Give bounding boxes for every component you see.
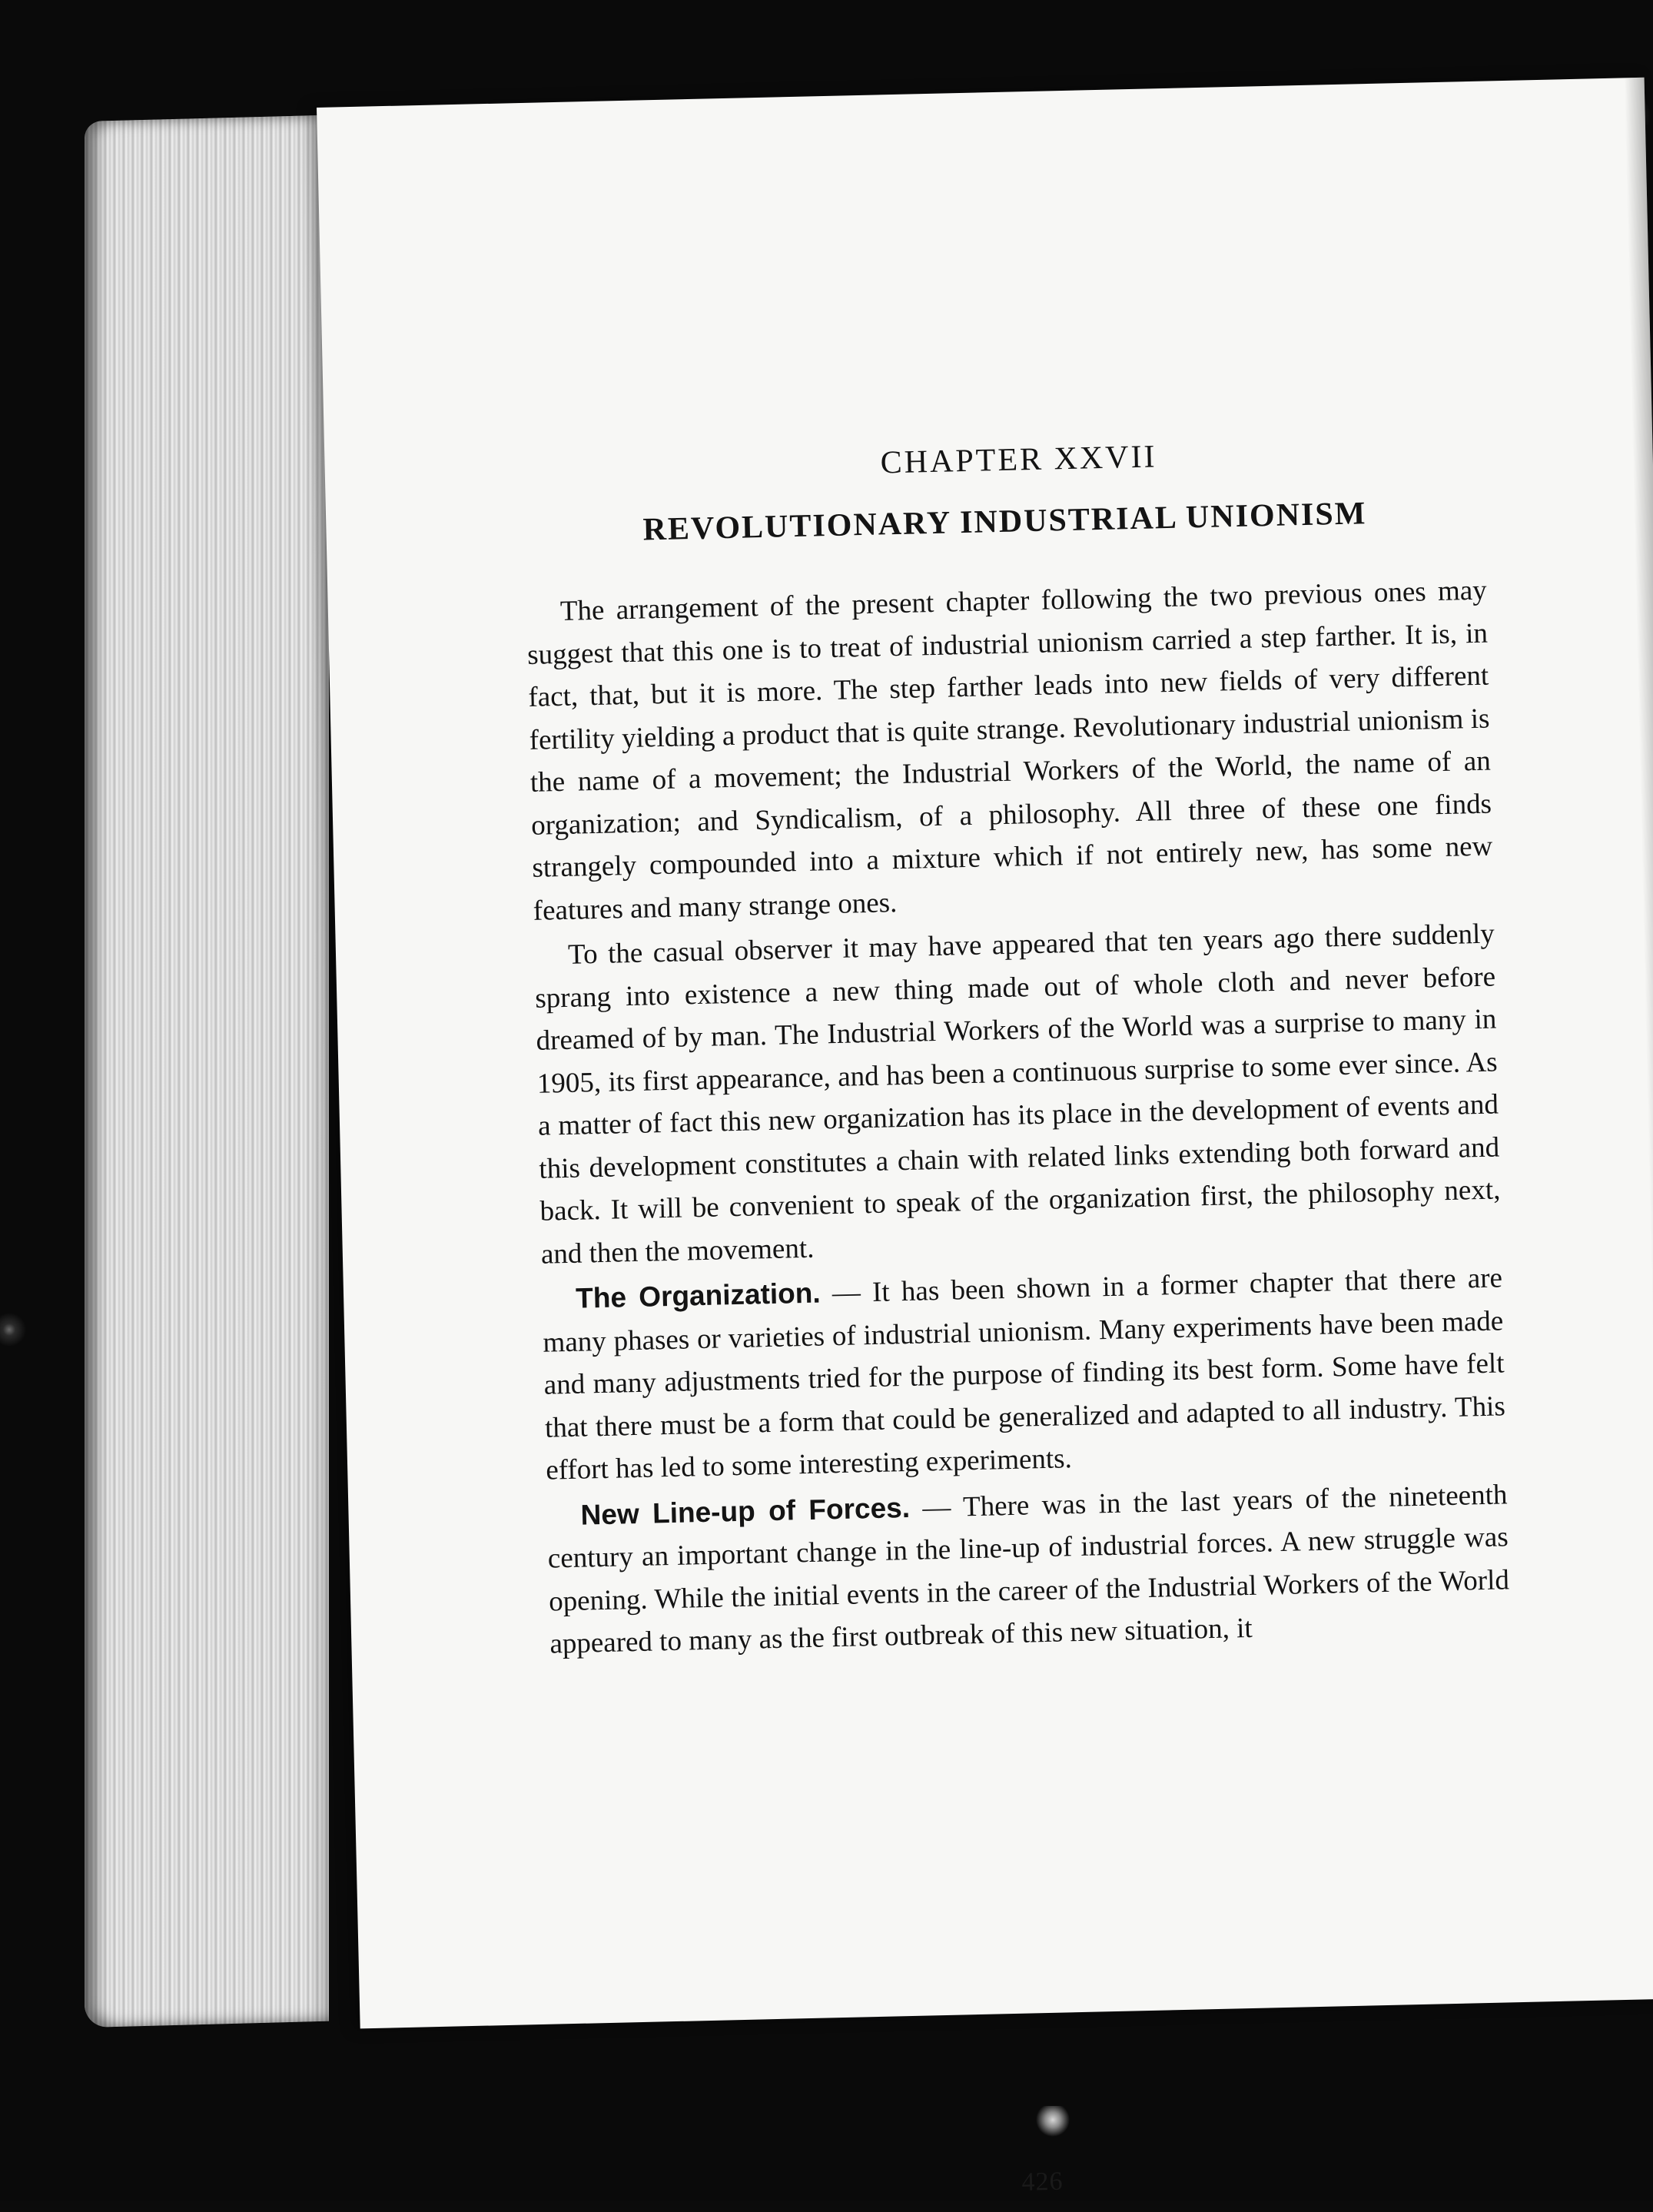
paragraph-text: The arrangement of the present chapter following the two previous ones may suggest that this one is to treat of industrial unionism carried a step farther. It is, in fact, that, but it is more. The step farther leads into new fields of very different fertility yielding a product that is quite strange. Revolutionary industrial unionism is the name of a movement; the Industrial Workers of the World, the name of an organization; and Syndicalism, of a philosophy. All three of these one finds strangely compounded into a mixture which if not entirely new, has some new features and many strange ones. [526,574,1493,927]
chapter-number: CHAPTER XXVII [880,439,1158,481]
chapter-title: REVOLUTIONARY INDUSTRIAL UNIONISM [642,496,1367,548]
paragraph-casual-observer [533,913,1502,1276]
paragraph-text: — There was in the last years of the nineteenth century an important change in the line-up of industrial forces. A new struggle was opening. While the initial events in the career of the Industrial Workers of the World appeared to many as the first outbreak of this new situation, it [547,1478,1510,1660]
page-text-block [523,431,1511,2197]
paragraph-text: — It has been shown in a former chapter that there are many phases or varieties of industrial unionism. Many experiments have been made and many adjustments tried for the purpose of finding its best form. Some have felt that there must be a form that could be generalized and adapted to all industry. This effort has led to some interesting experiments. [543,1262,1506,1486]
section-heading-line-up: New Line-up of Forces. [580,1491,911,1531]
section-heading-organization: The Organization. [575,1277,822,1314]
page-number: 426 [1021,2167,1064,2197]
paragraph-line-up [546,1473,1511,1666]
book-page-edges [85,115,329,2028]
paragraph-intro [526,570,1494,932]
scan-artifact [1030,2106,1076,2137]
book-page [317,78,1653,2197]
paragraph-text: To the casual observer it may have appeared that ten years ago there suddenly sprang into existence a new thing made out of whole cloth and never before dreamed of by man. The Industrial Workers of the World was a surprise to many in 1905, its first appearance, and has been a continuous surprise to some ever since. As a matter of fact this new organization has its place in the development of events and this development constitutes a chain with related links extending both forward and back. It will be convenient to speak of the organization first, the philosophy next, and then the movement. [534,918,1501,1270]
paragraph-organization [542,1256,1507,1492]
